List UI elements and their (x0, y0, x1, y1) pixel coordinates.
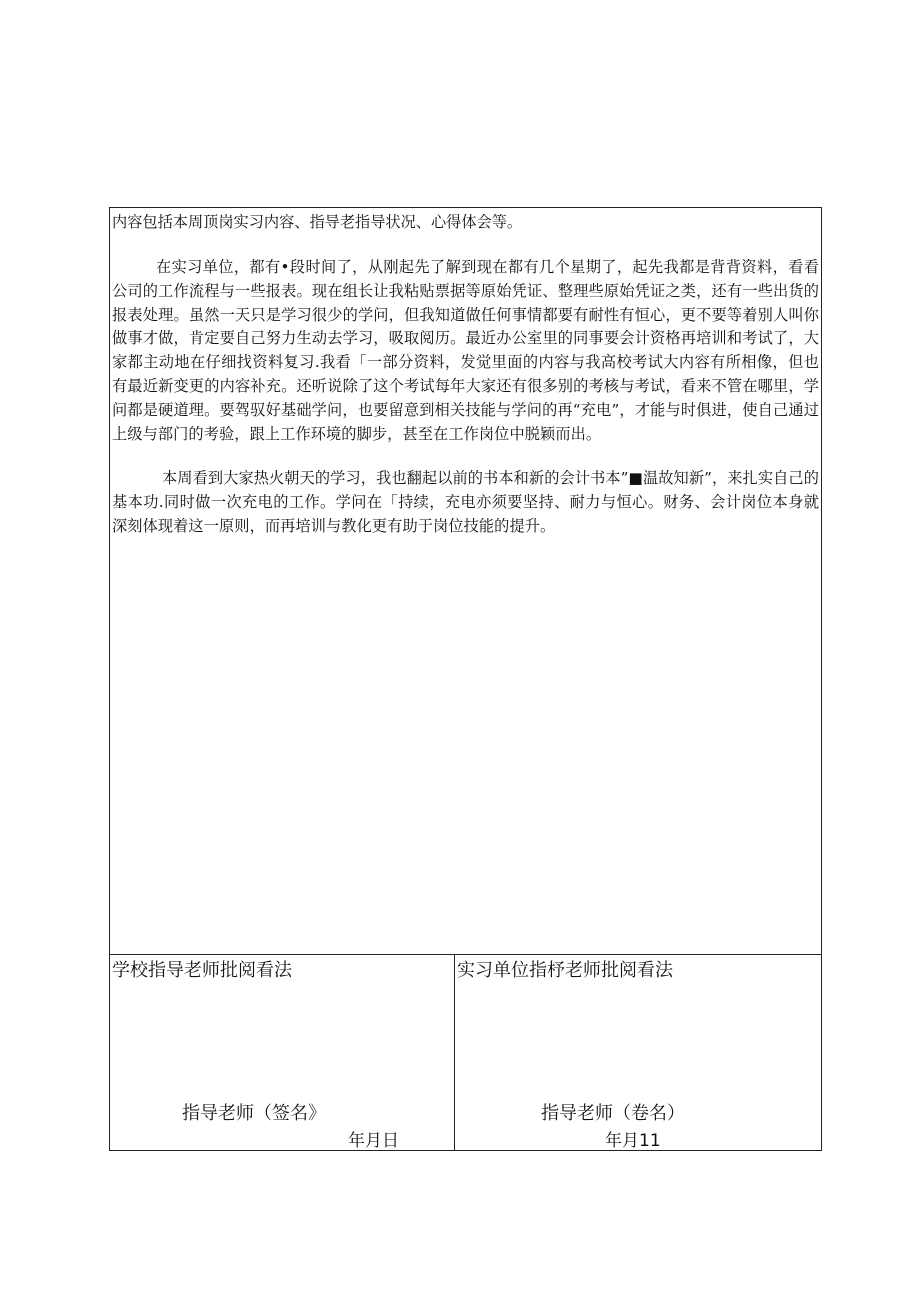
school-review-title: 学校指导老师批阅看法 (112, 960, 292, 981)
school-review-date-label: 年月日 (348, 1131, 399, 1151)
company-teacher-signature-label: 指导老师（卷名） (541, 1103, 685, 1124)
report-paragraph-1: 在实习单位，都有•段时间了，从刚起先了解到现在都有几个星期了，起先我都是背背资料，看看公司的工作流程与一些报表。现在组长让我粘贴票据等原始凭证、整理些原始凭证之类，还有一些出货的报表处理。虽然一天只是学习很少的学问，但我知道做任何事情都要有耐性有恒心，更不要等着别人叫你做事才做，肯定要自己努力生动去学习，吸取阅历。最近办公室里的同事要会计资格再培训和考试了，大家都主动地在仔细找资料复习.我看「一部分资料，发觉里面的内容与我高校考试大内容有所相像，但也有最近新变更的内容补充。还听说除了这个考试每年大家还有很多别的考核与考试，看来不管在哪里，学问都是硬道理。要驾驭好基础学问，也要留意到相关技能与学问的再“充电”，才能与时俱进，使自己通过上级与部门的考验，跟上工作环境的脚步，甚至在工作岗位中脱颖而出。 (112, 258, 819, 443)
weekly-content-cell (110, 208, 821, 955)
company-review-title: 实习单位指杼老师批阅看法 (457, 960, 673, 981)
company-review-date-label: 年月11 (605, 1131, 661, 1151)
report-paragraph-2: 本周看到大家热火朝天的学习，我也翻起以前的书本和新的会计书本”■温故知新”，来扎实自己的基本功.同时做一次充电的工作。学问在「持续，充电亦须要坚持、耐力与恒心。财务、会计岗位本身就深刻体现着这一原则，而再培训与教化更有助于岗位技能的提升。 (112, 469, 819, 535)
school-review-cell (110, 955, 455, 1150)
internship-weekly-report-table (109, 207, 822, 1151)
company-review-cell (455, 955, 821, 1150)
content-instruction: 内容包括本周顶岗实习内容、指导老指导状况、心得体会等。 (112, 213, 523, 231)
school-teacher-signature-label: 指导老师（签名》 (182, 1103, 326, 1124)
